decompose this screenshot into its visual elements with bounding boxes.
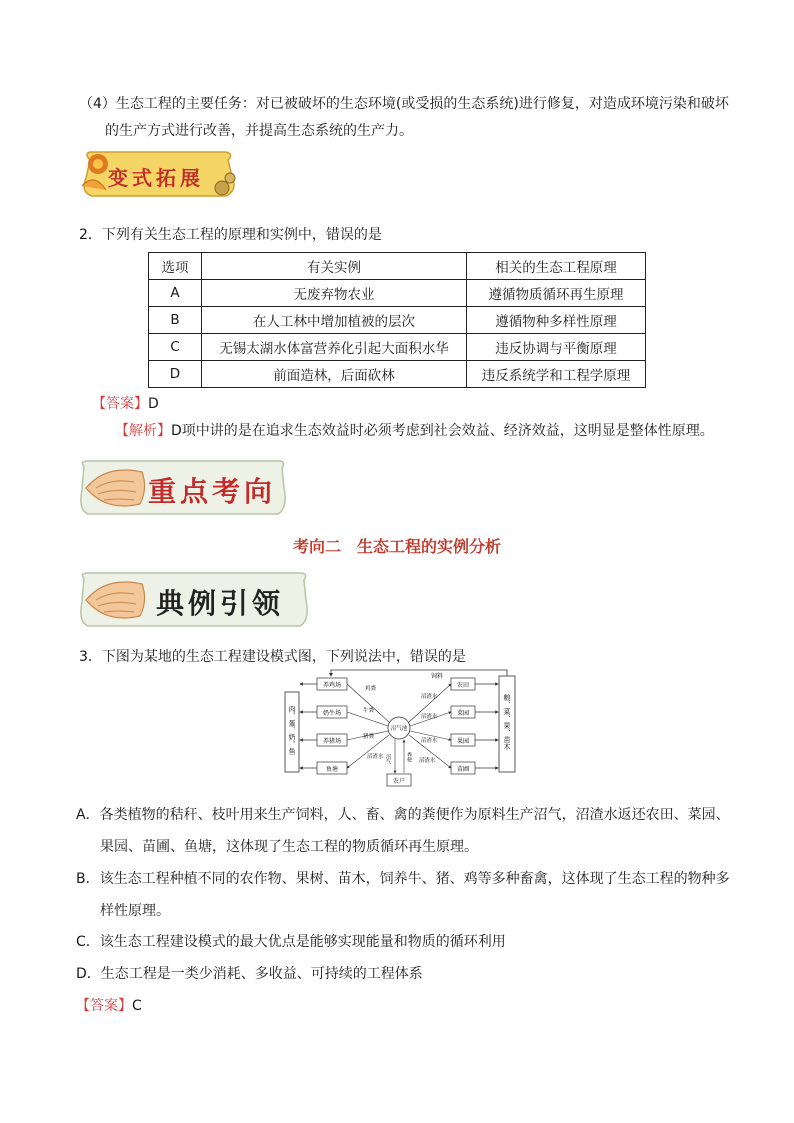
left-column-label: 肉、蛋、奶、鱼 xyxy=(288,705,296,755)
table-cell: B xyxy=(149,307,202,334)
variant-banner xyxy=(76,150,240,198)
section-title: 考向二 生态工程的实例分析 xyxy=(292,537,501,556)
option-c: C．该生态工程建设模式的最大优点是能够实现能量和物质的循环利用 xyxy=(76,934,506,950)
table-header-cell: 相关的生态工程原理 xyxy=(467,253,646,280)
q2-stem: 2．下列有关生态工程的原理和实例中，错误的是 xyxy=(79,227,382,243)
table-row xyxy=(149,361,646,388)
q2-analysis xyxy=(115,421,714,441)
right-box-label: 苗圃 xyxy=(456,766,470,773)
edge-label: 沼渣水 xyxy=(421,714,438,720)
edge-label: 沼气 xyxy=(385,754,391,764)
q3-stem: 3．下图为某地的生态工程建设模式图，下列说法中，错误的是 xyxy=(79,649,466,665)
left-box-label: 奶牛场 xyxy=(322,710,342,717)
edge-label: 沼渣水 xyxy=(421,694,438,700)
example-banner-title: 典例引领 xyxy=(156,587,285,620)
edge-label: 牛粪 xyxy=(363,708,375,714)
table-cell: 在人工林中增加植被的层次 xyxy=(202,307,467,334)
analysis-text: D项中讲的是在追求生态效益时必须考虑到社会效益、经济效益，这明显是整体性原理。 xyxy=(171,423,714,439)
table-header-row xyxy=(149,253,646,280)
table-cell: 无锡太湖水体富营养化引起大面积水华 xyxy=(202,334,467,361)
center-label: 沼气池 xyxy=(390,726,408,732)
focus-banner-title: 重点考向 xyxy=(148,475,277,508)
option-a-line-2: 果园、苗圃、鱼塘，这体现了生态工程的物质循环再生原理。 xyxy=(100,839,478,855)
table-header-cell: 有关实例 xyxy=(202,253,467,280)
table-cell: D xyxy=(149,361,202,388)
intro-line-1: （4）生态工程的主要任务：对已被破坏的生态环境(或受损的生态系统)进行修复，对造成环境污染和破坏 xyxy=(79,96,729,112)
answer-value: D xyxy=(148,396,159,412)
table-cell: C xyxy=(149,334,202,361)
left-box-label: 鱼塘 xyxy=(325,766,339,773)
option-a-line-1: A．各类植物的秸秆、枝叶用来生产饲料，人、畜、禽的粪便作为原料生产沼气，沼渣水返还农田、菜园、 xyxy=(76,807,730,823)
option-d: D．生态工程是一类少消耗、多收益、可持续的工程体系 xyxy=(76,966,423,982)
intro-line-2: 的生产方式进行改善，并提高生态系统的生产力。 xyxy=(105,123,413,139)
bottom-box-label: 农户 xyxy=(392,778,406,785)
right-box-label: 菜园 xyxy=(456,710,470,717)
table-cell: 违反系统学和工程学原理 xyxy=(467,361,646,388)
principle-table xyxy=(148,252,646,388)
top-label: 饲料 xyxy=(431,673,444,680)
option-b-line-1: B．该生态工程种植不同的农作物、果树、苗木，饲养牛、猪、鸡等多种畜禽，这体现了生态工程的物种多 xyxy=(76,871,730,887)
focus-banner xyxy=(76,458,290,518)
table-cell: 前面造林，后面砍林 xyxy=(202,361,467,388)
table-cell: 遵循物质循环再生原理 xyxy=(467,280,646,307)
edge-label: 粪便 xyxy=(406,752,412,762)
q3-answer xyxy=(76,996,142,1016)
edge-label: 沼渣水 xyxy=(421,738,438,744)
edge-label: 鸡粪 xyxy=(365,686,377,692)
eco-engineering-diagram xyxy=(283,666,519,790)
table-row xyxy=(149,307,646,334)
table-cell: 无废弃物农业 xyxy=(202,280,467,307)
table-row xyxy=(149,334,646,361)
q2-answer xyxy=(92,394,159,414)
example-banner xyxy=(76,570,312,630)
table-cell: A xyxy=(149,280,202,307)
variant-banner-title: 变式拓展 xyxy=(108,166,204,190)
edge-label: 沼渣水 xyxy=(419,758,436,764)
answer-tag: 【答案】 xyxy=(92,396,148,412)
right-column-label: 粮、菜、果、苗木 xyxy=(503,694,511,750)
table-header-cell: 选项 xyxy=(149,253,202,280)
left-box-label: 养猪场 xyxy=(322,738,342,745)
left-box-label: 养鸡场 xyxy=(322,682,342,689)
table-row xyxy=(149,280,646,307)
right-box-label: 农田 xyxy=(456,682,470,689)
answer-tag: 【答案】 xyxy=(76,998,132,1014)
right-box-label: 果园 xyxy=(456,738,470,745)
table-cell: 违反协调与平衡原理 xyxy=(467,334,646,361)
edge-label: 猪粪 xyxy=(363,734,375,740)
edge-label: 沼渣水 xyxy=(367,754,384,760)
answer-value: C xyxy=(132,998,142,1014)
analysis-tag: 【解析】 xyxy=(115,423,171,439)
option-b-line-2: 样性原理。 xyxy=(100,903,170,919)
table-cell: 遵循物种多样性原理 xyxy=(467,307,646,334)
